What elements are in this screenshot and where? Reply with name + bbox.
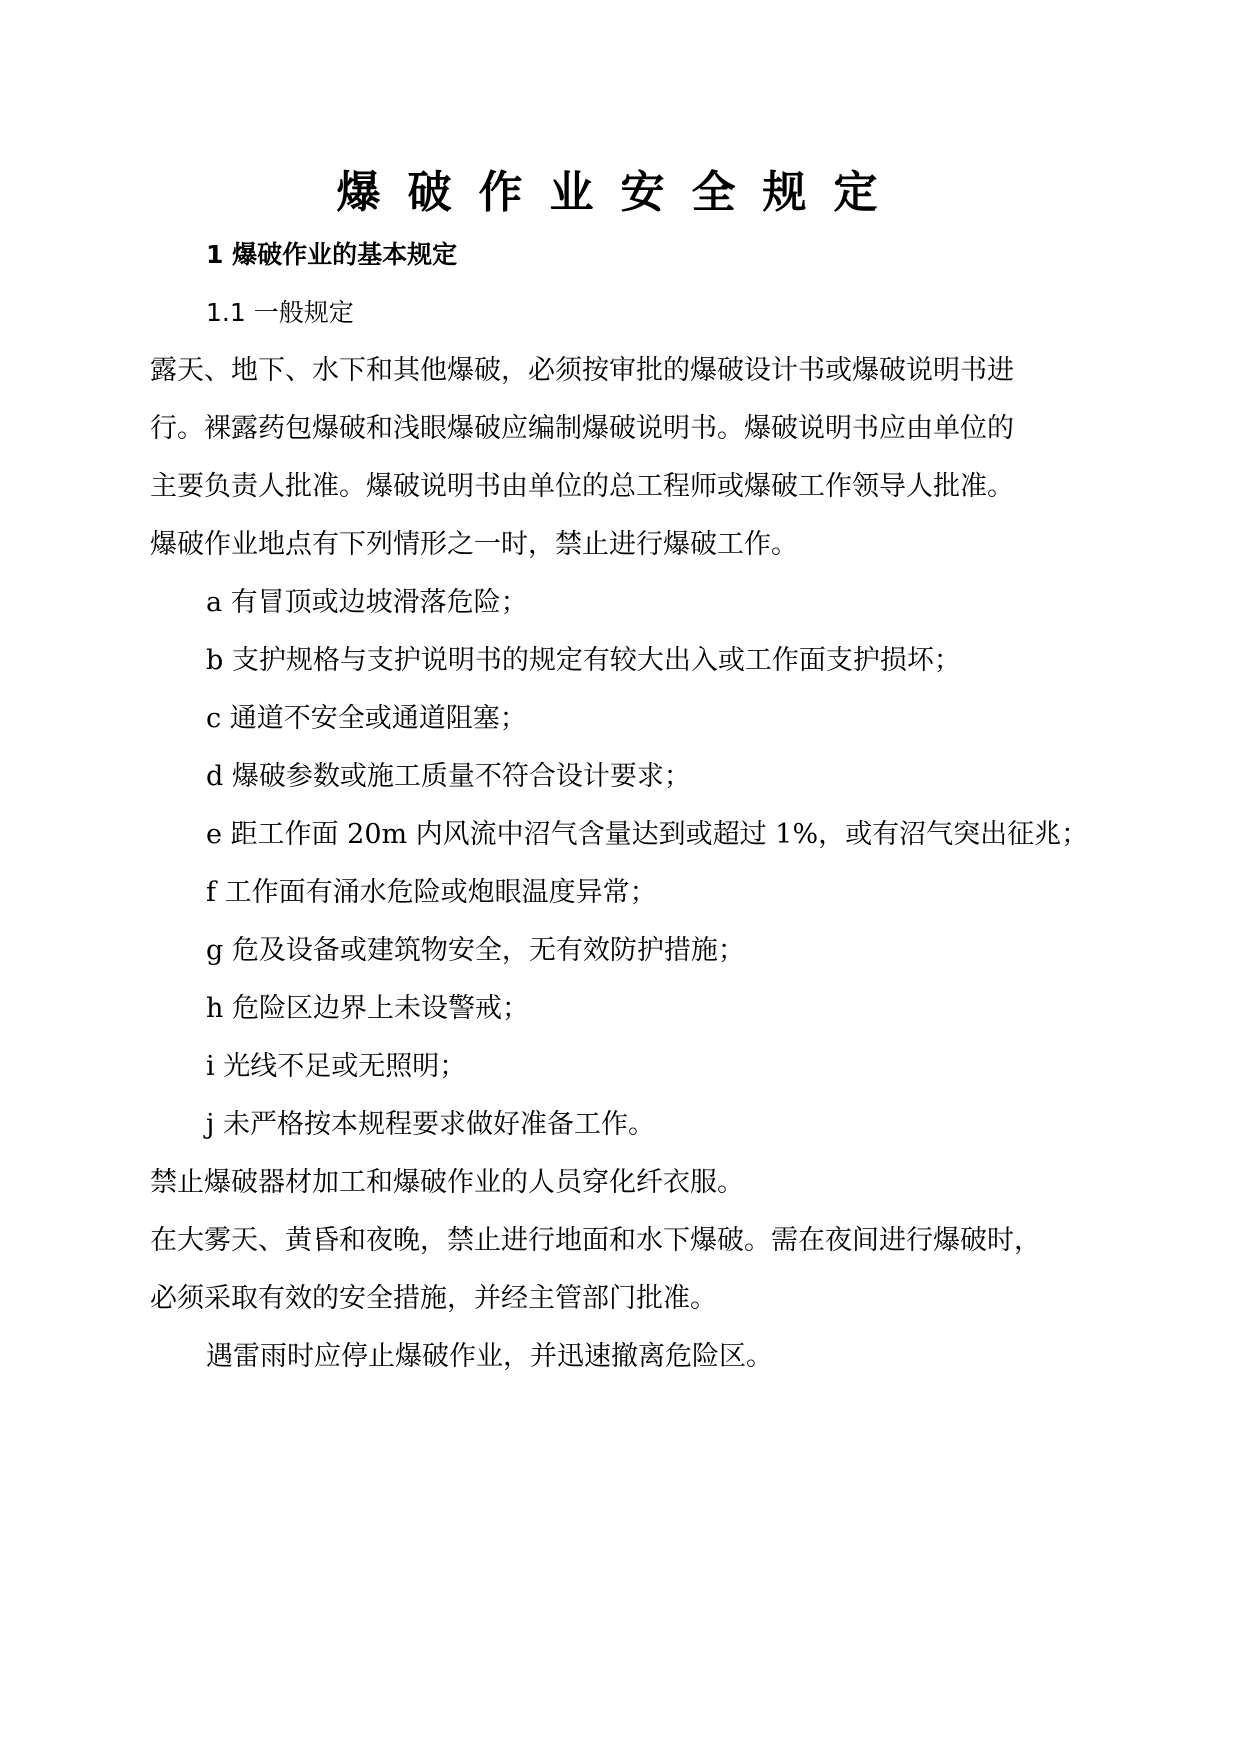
list-item: e 距工作面 20m 内风流中沼气含量达到或超过 1%，或有沼气突出征兆； [206,819,1089,850]
paragraph-line: 遇雷雨时应停止爆破作业，并迅速撤离危险区。 [206,1341,773,1372]
document-title: 爆破作业安全规定 [336,167,905,218]
paragraph-line: 主要负责人批准。爆破说明书由单位的总工程师或爆破工作领导人批准。 [150,471,1014,502]
list-item: c 通道不安全或通道阻塞； [206,703,527,734]
paragraph-line: 爆破作业地点有下列情形之一时，禁止进行爆破工作。 [150,529,798,560]
section-heading: 1 爆破作业的基本规定 [206,240,458,269]
paragraph-line: 禁止爆破器材加工和爆破作业的人员穿化纤衣服。 [150,1167,744,1198]
list-item: g 危及设备或建筑物安全，无有效防护措施； [206,935,745,966]
list-item: d 爆破参数或施工质量不符合设计要求； [206,761,691,792]
list-item: i 光线不足或无照明； [206,1051,467,1082]
subsection-heading: 1.1 一般规定 [206,298,354,327]
list-item: b 支护规格与支护说明书的规定有较大出入或工作面支护损坏； [206,645,961,676]
paragraph-line: 必须采取有效的安全措施，并经主管部门批准。 [150,1283,717,1314]
list-item: h 危险区边界上未设警戒； [206,993,529,1024]
list-item: j 未严格按本规程要求做好准备工作。 [206,1109,655,1140]
paragraph-line: 在大雾天、黄昏和夜晚，禁止进行地面和水下爆破。需在夜间进行爆破时， [150,1225,1041,1256]
paragraph-line: 露天、地下、水下和其他爆破，必须按审批的爆破设计书或爆破说明书进 [150,355,1014,386]
list-item: f 工作面有涌水危险或炮眼温度异常； [206,877,657,908]
paragraph-line: 行。裸露药包爆破和浅眼爆破应编制爆破说明书。爆破说明书应由单位的 [150,413,1014,444]
list-item: a 有冒顶或边坡滑落危险； [206,587,528,618]
